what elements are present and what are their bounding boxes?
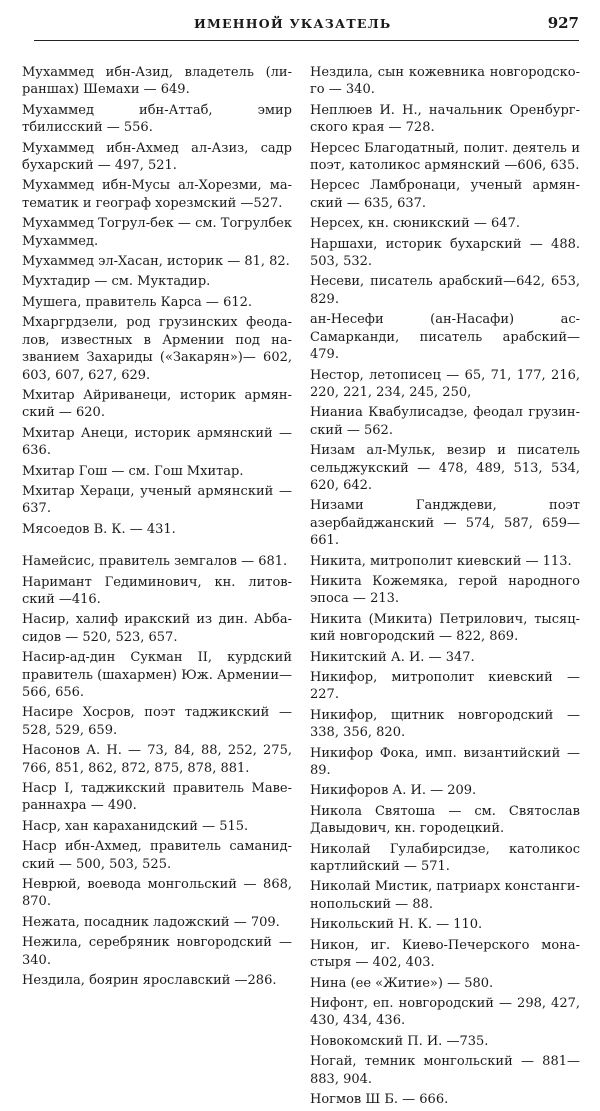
- index-entry: Никифор, митрополит киевский — 227.: [310, 670, 580, 703]
- index-entry: Никитский А. И. — 347.: [310, 649, 475, 665]
- index-entry: Нездила, боярин ярославский —286.: [22, 973, 277, 989]
- index-entry: Нифонт, еп. новгородский — 298, 427, 430, 434, 436.: [310, 995, 580, 1029]
- header-rule: [34, 40, 579, 41]
- index-entry: Николай Гулабирсидзе, католикос картлийский — 571.: [310, 841, 580, 875]
- index-entry: Низами Гандждеви, поэт азербайджанский — 574, 587, 659—661.: [310, 498, 580, 549]
- index-entry: Низам ал-Мульк, везир и писатель сельджукский — 478, 489, 513, 534, 620, 642.: [310, 443, 580, 493]
- running-title: ИМЕННОЙ УКАЗАТЕЛЬ: [194, 16, 392, 31]
- index-entry: Мхитар Хераци, ученый армянский — 637.: [22, 483, 292, 517]
- index-entry: Несеви, писатель арабский—642, 653, 829.: [310, 274, 580, 307]
- index-entry: Никита, митрополит киевский — 113.: [310, 553, 572, 569]
- index-entry: Мхаргрдзели, род грузинских феодалов, известных в Армении под названием Захариды («Закарян»)— 602, 603, 607, 627, 629.: [22, 315, 292, 383]
- index-entry: Мхитар Анеци, историк армянский — 636.: [22, 425, 292, 459]
- index-entry: Мухаммед ибн-Ахмед ал-Азиз, садр бухарский — 497, 521.: [22, 140, 292, 174]
- index-entry: Насонов А. Н. — 73, 84, 88, 252, 275, 766, 851, 862, 872, 875, 878, 881.: [22, 743, 292, 776]
- index-entry: Наср, хан караханидский — 515.: [22, 818, 249, 834]
- index-entry: Насир-ад-дин Сукман II, курдский правитель (шахармен) Юж. Армении— 566, 656.: [22, 650, 292, 700]
- index-entry: Мухаммед ибн-Аттаб, эмир тбилисский — 556.: [22, 102, 292, 136]
- index-entry: Насире Хосров, поэт таджикский — 528, 529, 659.: [22, 705, 292, 738]
- index-entry: Никольский Н. К. — 110.: [310, 917, 483, 933]
- index-entry: Никифоров А. И. — 209.: [310, 783, 477, 799]
- index-entry: Неврюй, воевода монгольский — 868, 870.: [22, 877, 292, 910]
- index-entry: Нежила, серебряник новгородский — 340.: [22, 935, 292, 968]
- index-entry: Нездила, сын кожевника новгородского — 340.: [310, 65, 580, 98]
- index-entry: Мухаммед ибн-Мусы ал-Хорезми, математик и географ хорезмский —527.: [22, 178, 292, 211]
- index-entry: Неплюев И. Н., начальник Оренбургского края — 728.: [310, 102, 580, 136]
- index-column-right: [310, 64, 580, 1111]
- index-entry: Мухтадир — см. Муктадир.: [22, 274, 211, 290]
- index-entry: Наср ибн-Ахмед, правитель саманидский — 500, 503, 525.: [22, 839, 292, 872]
- index-entry: Намейсис, правитель земгалов — 681.: [22, 554, 288, 570]
- index-entry: Нежата, посадник ладожский — 709.: [22, 914, 280, 930]
- index-entry: Наримант Гедиминович, кн. литовский —416.: [22, 574, 292, 607]
- section-gap: [22, 541, 292, 553]
- index-entry: Нина (ее «Житие») — 580.: [310, 975, 494, 991]
- index-entry: Насир, халиф иракский из дин. Abбасидов — 520, 523, 657.: [22, 612, 292, 645]
- index-entry: Никифор, щитник новгородский — 338, 356, 820.: [310, 707, 580, 741]
- page-number: 927: [547, 14, 579, 32]
- index-entry: Наср I, таджикский правитель Мавераннахра — 490.: [22, 781, 292, 814]
- index-entry: Мушега, правитель Карса — 612.: [22, 294, 253, 310]
- index-entry: Нерсес Ламбронаци, ученый армянский — 635, 637.: [310, 178, 580, 211]
- index-entry: Нианиа Квабулисадзе, феодал грузинский — 562.: [310, 405, 580, 438]
- index-entry: Мхитар Гош — см. Гош Мхитар.: [22, 463, 244, 479]
- index-entry: Мухаммед эл-Хасан, историк — 81, 82.: [22, 254, 290, 270]
- index-entry: Никола Святоша — см. Святослав Давыдович, кн. городецкий.: [310, 803, 580, 837]
- index-entry: Никон, иг. Киево-Печерского монастыря — 402, 403.: [310, 937, 580, 971]
- index-entry: Никита (Микита) Петрилович, тысяцкий новгородский — 822, 869.: [310, 611, 580, 645]
- index-entry: Ногай, темник монгольский — 881— 883, 904.: [310, 1054, 580, 1087]
- index-entry: Новокомский П. И. —735.: [310, 1033, 489, 1049]
- index-entry: Мхитар Айриванеци, историк армянский — 620.: [22, 387, 292, 421]
- index-entry: Николай Мистик, патриарх констангинопольский — 88.: [310, 879, 580, 912]
- index-entry: Ногмов Ш Б. — 666.: [310, 1091, 449, 1107]
- index-entry: Нерсех, кн. сюникский — 647.: [310, 216, 520, 232]
- index-entry: Нестор, летописец — 65, 71, 177, 216, 220, 221, 234, 245, 250,: [310, 367, 580, 400]
- index-entry: Никита Кожемяка, герой народного эпоса — 213.: [310, 573, 580, 607]
- index-column-left: [22, 64, 292, 993]
- index-entry: Никифор Фока, имп. византийский —89.: [310, 745, 580, 779]
- index-entry: ан-Несефи (ан-Насафи) ас-Самарканди, писатель арабский— 479.: [310, 312, 580, 363]
- index-entry: Мясоедов В. К. — 431.: [22, 521, 176, 537]
- index-entry: Мухаммед ибн-Азид, владетель (лираншах) Шемахи — 649.: [22, 65, 292, 98]
- index-entry: Мухаммед Тогрул-бек — см. Тогрулбек Мухаммед.: [22, 216, 292, 249]
- index-entry: Наршахи, историк бухарский — 488. 503, 532.: [310, 236, 580, 270]
- index-entry: Нерсес Благодатный, полит. деятель и поэт, католикос армянский —606, 635.: [310, 140, 580, 174]
- running-header: [34, 16, 579, 40]
